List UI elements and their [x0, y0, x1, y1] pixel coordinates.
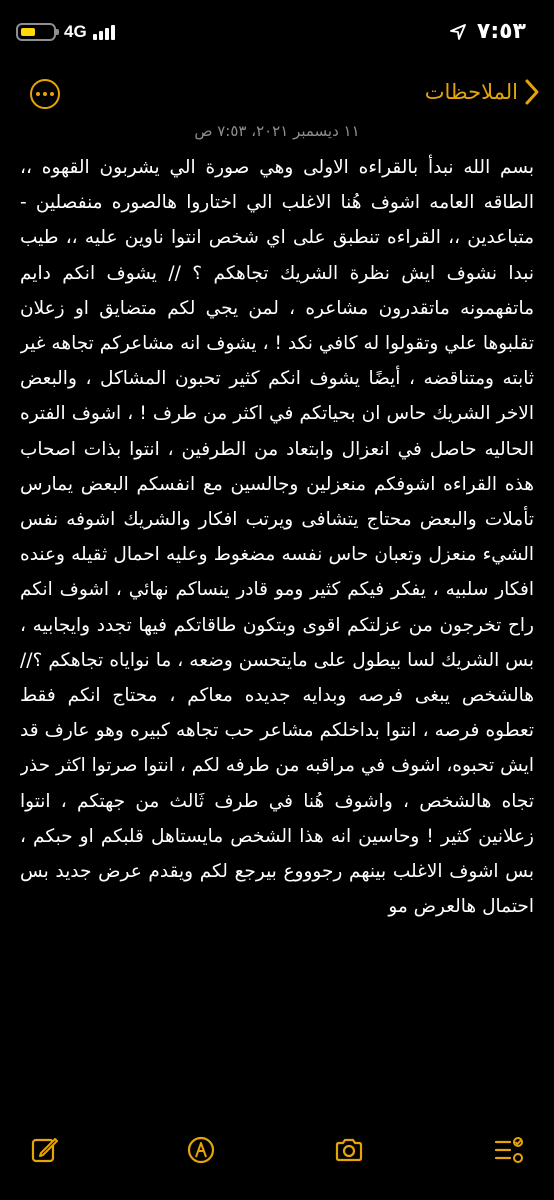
checklist-icon: [494, 1135, 524, 1165]
signal-icon: [93, 24, 115, 40]
note-date: ١١ ديسمبر ٢٠٢١، ٧:٥٣ ص: [194, 122, 360, 140]
location-arrow-icon: [450, 24, 466, 40]
more-dot-icon: [36, 92, 40, 96]
navigation-bar: [0, 70, 554, 122]
more-dot-icon: [43, 92, 47, 96]
camera-button[interactable]: [334, 1135, 364, 1165]
markup-button[interactable]: [186, 1135, 216, 1165]
status-time: ٧:٥٣: [476, 19, 526, 44]
status-bar: [0, 0, 554, 64]
more-options-button[interactable]: [30, 79, 60, 109]
bottom-toolbar: [0, 1135, 554, 1185]
chevron-right-icon: [524, 78, 540, 106]
markup-icon: [186, 1135, 216, 1165]
compose-icon: [30, 1135, 60, 1165]
note-body[interactable]: بسم الله نبدأ بالقراءه الاولى وهي صورة الي يشربون القهوه ،، الطاقه العامه اشوف هُنا الاغلب الي اختاروا هالصوره منفصلين - متباعدين ،، القراءه تنطبق على اي شخص انتوا ناوين عليه ،، طيب نبدا نشوف ايش نظرة الشريك تجاهكم ؟ // يشوف انكم دايم ماتفهمونه ماتقدرون مشاعره ، لمن يجي لكم متضايق او زعلان تقلبوها علي وتقولوا له كافي نكد ! ، يشوف انه مشاعركم تجاهه غير ثابته ومتناقضه ، أيضًا يشوف انكم كثير تحبون المشاكل ، والبعض الاخر الشريك حاس ان بحياتكم في اكثر من طرف ! ، اشوف الفتره الحاليه حاصل في انعزال وابتعاد من الطرفين ، انتوا بذات اصحاب هذه القراءه اشوفكم منعزلين وجالسين مع انفسكم البعض يمارس تأملات والبعض محتاج يتشافى ويرتب افكار والشريك اشوفه نفس الشيء منعزل وتعبان حاس نفسه مضغوط وعليه احمال ثقيله وعنده افكار سلبيه ، يفكر فيكم كثير ومو قادر ينساكم نهائي ، اشوف انكم راح تخرجون من عزلتكم اقوى وبتكون طاقاتكم فيها تجدد وايجابيه ، بس الشريك لسا بيطول على مايتحسن وضعه ، ما نواياه تجاهكم ؟// هالشخص يبغى فرصه وبدايه جديده معاكم ، محتاج انكم فقط تعطوه فرصه ، انتوا بداخلكم مشاعر حب تجاهه كبيره وهو عارف قد ايش تحبوه، اشوف في مراقبه من طرفه لكم ، انتوا صرتوا اكثر حذر تجاه هالشخص ، واشوف هُنا في طرف ثَالث من جهتكم ، انتوا زعلانين كثير ! وحاسين انه هذا الشخص مايستاهل قلبكم او حبكم ، بس اشوف الاغلب بينهم رجوووع بيرجع لكم ويقدم عرض جديد بس احتمال هالعرض مو: [20, 157, 534, 918]
back-label: الملاحظات: [424, 80, 518, 104]
more-dot-icon: [50, 92, 54, 96]
camera-icon: [334, 1135, 364, 1165]
battery-icon: [16, 23, 56, 41]
compose-button[interactable]: [30, 1135, 60, 1165]
back-button[interactable]: [425, 78, 540, 106]
checklist-button[interactable]: [494, 1135, 524, 1165]
network-type: 4G: [64, 22, 87, 41]
